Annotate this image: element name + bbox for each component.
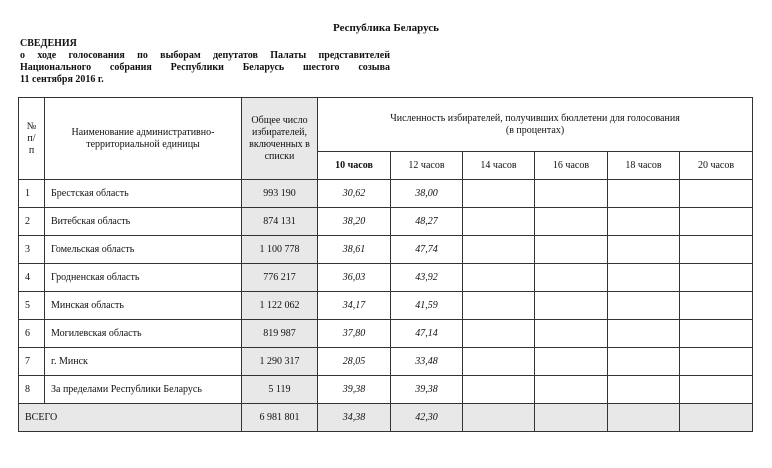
row-turnout-20h (680, 264, 753, 292)
republic-title: Республика Беларусь (333, 22, 439, 34)
turnout-table (18, 97, 753, 432)
row-region: Витебская область (45, 208, 242, 236)
row-region: За пределами Республики Беларусь (45, 376, 242, 404)
row-voters: 993 190 (242, 180, 318, 208)
row-turnout-10h: 28,05 (318, 348, 391, 376)
table-row (19, 236, 753, 264)
row-turnout-12h: 43,92 (391, 264, 463, 292)
total-turnout-18h (608, 404, 680, 432)
row-turnout-16h (535, 320, 608, 348)
row-region: Брестская область (45, 180, 242, 208)
subtitle-line-2: Национального собрания Республики Беларусь шестого созыва (20, 62, 390, 73)
row-num: 8 (19, 376, 45, 404)
row-num: 3 (19, 236, 45, 264)
row-num: 4 (19, 264, 45, 292)
row-turnout-14h (463, 208, 535, 236)
header-16h: 16 часов (535, 152, 608, 180)
total-turnout-10h: 34,38 (318, 404, 391, 432)
row-turnout-10h: 36,03 (318, 264, 391, 292)
row-turnout-20h (680, 348, 753, 376)
row-num: 2 (19, 208, 45, 236)
table-row (19, 292, 753, 320)
row-turnout-20h (680, 320, 753, 348)
header-turnout (318, 98, 753, 152)
header-14h: 14 часов (463, 152, 535, 180)
row-turnout-12h: 38,00 (391, 180, 463, 208)
row-turnout-18h (608, 348, 680, 376)
row-turnout-12h: 33,48 (391, 348, 463, 376)
total-turnout-12h: 42,30 (391, 404, 463, 432)
row-turnout-16h (535, 264, 608, 292)
table-row (19, 180, 753, 208)
row-voters: 819 987 (242, 320, 318, 348)
table-row (19, 348, 753, 376)
header-10h: 10 часов (318, 152, 391, 180)
row-turnout-16h (535, 292, 608, 320)
row-turnout-10h: 38,20 (318, 208, 391, 236)
header-turnout-text: Численность избирателей, получивших бюллетени для голосования (390, 112, 680, 124)
subtitle-line-1: о ходе голосования по выборам депутатов Палаты представителей (20, 50, 390, 61)
row-turnout-14h (463, 320, 535, 348)
row-turnout-20h (680, 180, 753, 208)
row-num: 6 (19, 320, 45, 348)
row-turnout-18h (608, 180, 680, 208)
row-region: г. Минск (45, 348, 242, 376)
row-turnout-12h: 39,38 (391, 376, 463, 404)
row-turnout-10h: 30,62 (318, 180, 391, 208)
row-turnout-14h (463, 264, 535, 292)
row-turnout-12h: 41,59 (391, 292, 463, 320)
header-20h: 20 часов (680, 152, 753, 180)
row-turnout-18h (608, 264, 680, 292)
row-turnout-16h (535, 208, 608, 236)
row-turnout-18h (608, 376, 680, 404)
row-voters: 5 119 (242, 376, 318, 404)
row-turnout-16h (535, 180, 608, 208)
row-turnout-18h (608, 292, 680, 320)
row-voters: 1 122 062 (242, 292, 318, 320)
header-18h: 18 часов (608, 152, 680, 180)
row-turnout-10h: 38,61 (318, 236, 391, 264)
header-name: Наименование административно-территориальной единицы (45, 98, 242, 180)
table-row (19, 376, 753, 404)
document-heading (20, 38, 390, 86)
row-voters: 1 290 317 (242, 348, 318, 376)
row-turnout-16h (535, 236, 608, 264)
row-turnout-10h: 37,80 (318, 320, 391, 348)
row-turnout-16h (535, 376, 608, 404)
row-voters: 1 100 778 (242, 236, 318, 264)
row-region: Гомельская область (45, 236, 242, 264)
row-num: 7 (19, 348, 45, 376)
row-num: 5 (19, 292, 45, 320)
row-turnout-14h (463, 236, 535, 264)
total-turnout-20h (680, 404, 753, 432)
document-date: 11 сентября 2016 г. (20, 74, 104, 85)
table-row (19, 264, 753, 292)
row-turnout-20h (680, 376, 753, 404)
row-turnout-12h: 47,74 (391, 236, 463, 264)
row-turnout-20h (680, 208, 753, 236)
row-turnout-16h (535, 348, 608, 376)
row-turnout-14h (463, 348, 535, 376)
row-turnout-12h: 48,27 (391, 208, 463, 236)
row-num: 1 (19, 180, 45, 208)
table-row (19, 320, 753, 348)
total-turnout-14h (463, 404, 535, 432)
document-title: СВЕДЕНИЯ (20, 38, 77, 49)
row-turnout-18h (608, 320, 680, 348)
row-turnout-18h (608, 236, 680, 264)
row-turnout-10h: 39,38 (318, 376, 391, 404)
row-voters: 874 131 (242, 208, 318, 236)
total-turnout-16h (535, 404, 608, 432)
total-voters: 6 981 801 (242, 404, 318, 432)
header-turnout-unit: (в процентах) (505, 124, 565, 136)
header-12h: 12 часов (391, 152, 463, 180)
row-turnout-14h (463, 376, 535, 404)
row-turnout-14h (463, 292, 535, 320)
header-num: № п/п (19, 98, 45, 180)
total-label: ВСЕГО (19, 404, 242, 432)
row-turnout-12h: 47,14 (391, 320, 463, 348)
header-voters: Общее число избирателей, включенных в списки (242, 98, 318, 180)
row-region: Гродненская область (45, 264, 242, 292)
row-voters: 776 217 (242, 264, 318, 292)
total-row (19, 404, 753, 432)
row-region: Минская область (45, 292, 242, 320)
row-turnout-20h (680, 292, 753, 320)
row-turnout-14h (463, 180, 535, 208)
row-turnout-10h: 34,17 (318, 292, 391, 320)
table-row (19, 208, 753, 236)
row-region: Могилевская область (45, 320, 242, 348)
row-turnout-18h (608, 208, 680, 236)
row-turnout-20h (680, 236, 753, 264)
